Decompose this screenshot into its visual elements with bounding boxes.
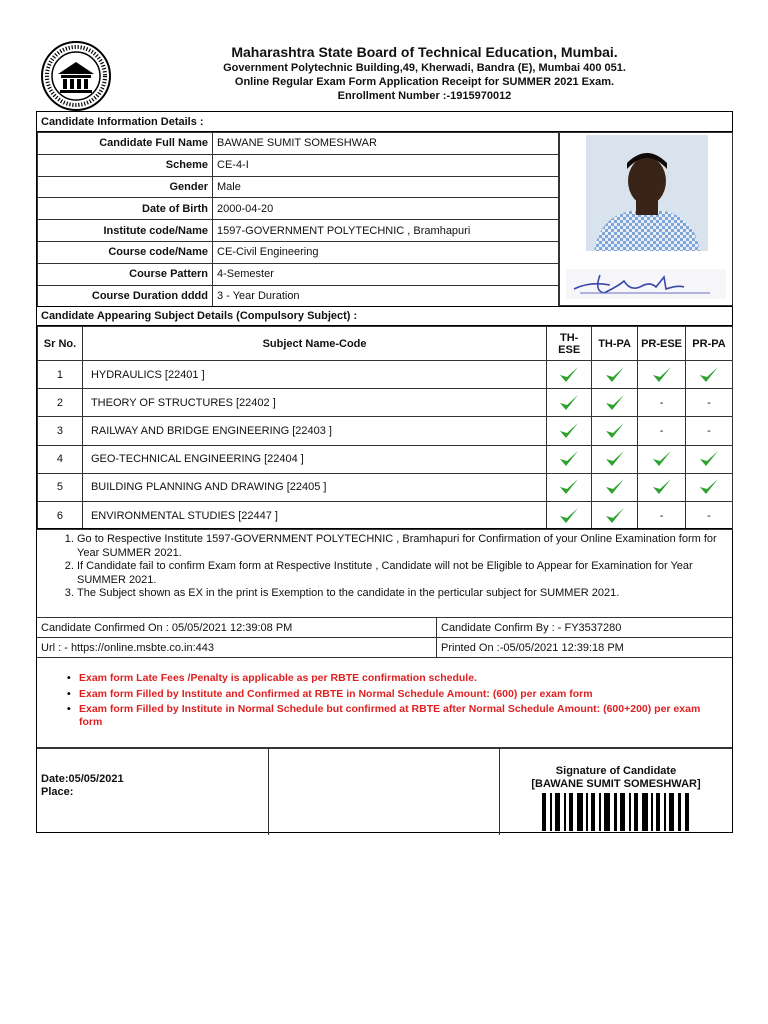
subject-sr-no: 4 xyxy=(38,445,83,473)
pr-pa-cell xyxy=(686,361,733,389)
check-mark-icon xyxy=(699,453,719,465)
subject-sr-no: 6 xyxy=(38,501,83,529)
signature-area xyxy=(37,747,732,833)
th-ese-cell xyxy=(547,417,592,445)
info-label: Scheme xyxy=(38,154,213,176)
check-mark-icon xyxy=(605,397,625,409)
info-value: 4-Semester xyxy=(213,263,559,285)
msbte-seal-logo xyxy=(40,40,112,112)
subject-name: RAILWAY AND BRIDGE ENGINEERING [22403 ] xyxy=(82,417,546,445)
subject-row xyxy=(38,361,733,389)
th-ese-cell xyxy=(547,473,592,501)
col-pr-ese: PR-ESE xyxy=(638,327,686,361)
subjects-table xyxy=(37,326,733,530)
board-name: Maharashtra State Board of Technical Education, Mumbai. xyxy=(231,44,618,60)
pr-ese-cell: - xyxy=(638,417,686,445)
subject-sr-no: 3 xyxy=(38,417,83,445)
check-mark-icon xyxy=(559,481,579,493)
info-row xyxy=(38,154,559,176)
col-th-ese: TH- ESE xyxy=(547,327,592,361)
info-label: Course Duration dddd xyxy=(38,285,213,307)
info-row xyxy=(38,263,559,285)
info-label: Course Pattern xyxy=(38,263,213,285)
check-mark-icon xyxy=(605,453,625,465)
check-mark-icon xyxy=(699,369,719,381)
pr-ese-cell: - xyxy=(638,389,686,417)
instructions xyxy=(37,528,732,612)
info-value: BAWANE SUMIT SOMESHWAR xyxy=(213,133,559,155)
th-pa-cell xyxy=(592,445,638,473)
pr-pa-cell: - xyxy=(686,389,733,417)
th-pa-cell xyxy=(592,361,638,389)
pr-ese-cell xyxy=(638,445,686,473)
subject-name: ENVIRONMENTAL STUDIES [22447 ] xyxy=(82,501,546,529)
subject-name: HYDRAULICS [22401 ] xyxy=(82,361,546,389)
col-subject-name: Subject Name-Code xyxy=(82,327,546,361)
th-pa-cell xyxy=(592,389,638,417)
subject-rows xyxy=(38,361,733,530)
candidate-info-title: Candidate Information Details : xyxy=(37,112,732,132)
info-value: Male xyxy=(213,176,559,198)
pr-pa-cell xyxy=(686,445,733,473)
col-pr-pa: PR-PA xyxy=(686,327,733,361)
check-mark-icon xyxy=(559,369,579,381)
pr-ese-cell: - xyxy=(638,501,686,529)
info-label: Course code/Name xyxy=(38,241,213,263)
info-label: Institute code/Name xyxy=(38,220,213,242)
check-mark-icon xyxy=(559,397,579,409)
check-mark-icon xyxy=(652,369,672,381)
info-label: Gender xyxy=(38,176,213,198)
barcode-icon xyxy=(540,793,692,831)
th-pa-cell xyxy=(592,501,638,529)
check-mark-icon xyxy=(559,509,579,521)
portal-url: Url : - https://online.msbte.co.in:443 xyxy=(37,638,437,658)
confirmation-row xyxy=(37,617,732,637)
th-pa-cell xyxy=(592,417,638,445)
confirmed-by: Candidate Confirm By : - FY3537280 xyxy=(441,622,622,634)
url-row xyxy=(37,637,732,657)
pr-pa-cell xyxy=(686,473,733,501)
th-ese-cell xyxy=(547,389,592,417)
subject-sr-no: 5 xyxy=(38,473,83,501)
info-row xyxy=(38,176,559,198)
subjects-title: Candidate Appearing Subject Details (Compulsory Subject) : xyxy=(37,306,732,326)
th-pa-cell xyxy=(592,473,638,501)
check-mark-icon xyxy=(559,425,579,437)
info-row xyxy=(38,133,559,155)
subject-row xyxy=(38,473,733,501)
subject-name: BUILDING PLANNING AND DRAWING [22405 ] xyxy=(82,473,546,501)
fee-notices xyxy=(37,657,732,747)
fee-notice: • Exam form Filled by Institute and Confirmed at RBTE in Normal Schedule Amount: (600) per exam form xyxy=(79,688,712,701)
printed-on: Printed On :-05/05/2021 12:39:18 PM xyxy=(441,642,624,654)
info-row xyxy=(38,285,559,307)
subject-name: THEORY OF STRUCTURES [22402 ] xyxy=(82,389,546,417)
date-place-block xyxy=(37,749,269,835)
signature-label: Signature of Candidate xyxy=(555,765,677,777)
signature-block xyxy=(500,749,732,835)
confirmed-on: Candidate Confirmed On : 05/05/2021 12:39:08 PM xyxy=(37,618,437,638)
pr-pa-cell: - xyxy=(686,417,733,445)
instruction-item: 1. Go to Respective Institute 1597-GOVERNMENT POLYTECHNIC , Bramhapuri for Confirmation of your Online Examination form for Year SUMMER 2021. xyxy=(77,533,722,560)
check-mark-icon xyxy=(652,481,672,493)
check-mark-icon xyxy=(605,369,625,381)
subject-row xyxy=(38,389,733,417)
subject-sr-no: 1 xyxy=(38,361,83,389)
subject-row xyxy=(38,417,733,445)
receipt-title: Online Regular Exam Form Application Receipt for SUMMER 2021 Exam. xyxy=(234,76,615,88)
instruction-item: 3. The Subject shown as EX in the print is Exemption to the candidate in the perticular subject for SUMMER 2021. xyxy=(77,587,722,601)
info-value: 3 - Year Duration xyxy=(213,285,559,307)
th-ese-cell xyxy=(547,445,592,473)
candidate-signature-image xyxy=(560,263,732,303)
signature-name: [BAWANE SUMIT SOMESHWAR] xyxy=(531,778,701,790)
receipt-frame xyxy=(36,111,733,833)
subjects-header-row xyxy=(38,327,733,361)
enrollment-number: Enrollment Number :-1915970012 xyxy=(337,90,512,102)
th-ese-cell xyxy=(547,361,592,389)
info-label: Candidate Full Name xyxy=(38,133,213,155)
info-label: Date of Birth xyxy=(38,198,213,220)
date-label: Date:05/05/2021 xyxy=(41,773,124,785)
check-mark-icon xyxy=(605,481,625,493)
info-value: CE-Civil Engineering xyxy=(213,241,559,263)
th-ese-cell xyxy=(547,501,592,529)
subject-name: GEO-TECHNICAL ENGINEERING [22404 ] xyxy=(82,445,546,473)
pr-pa-cell: - xyxy=(686,501,733,529)
fee-notice: • Exam form Filled by Institute in Normal Schedule but confirmed at RBTE after Normal Schedule Amount: (600+200) per exam form xyxy=(79,703,712,728)
col-th-pa: TH-PA xyxy=(592,327,638,361)
instruction-item: 2. If Candidate fail to confirm Exam form at Respective Institute , Candidate will not be Eligible to Appear for Examination for Year SUMMER 2021. xyxy=(77,560,722,587)
subject-sr-no: 2 xyxy=(38,389,83,417)
check-mark-icon xyxy=(605,425,625,437)
pr-ese-cell xyxy=(638,361,686,389)
pr-ese-cell xyxy=(638,473,686,501)
check-mark-icon xyxy=(652,453,672,465)
info-value: 1597-GOVERNMENT POLYTECHNIC , Bramhapuri xyxy=(213,220,559,242)
candidate-photo-box xyxy=(559,132,733,306)
check-mark-icon xyxy=(559,453,579,465)
info-value: 2000-04-20 xyxy=(213,198,559,220)
info-row xyxy=(38,198,559,220)
info-row xyxy=(38,241,559,263)
receipt-header xyxy=(36,38,733,110)
info-row xyxy=(38,220,559,242)
check-mark-icon xyxy=(605,509,625,521)
blank-cell xyxy=(269,749,500,835)
subject-row xyxy=(38,445,733,473)
info-value: CE-4-I xyxy=(213,154,559,176)
check-mark-icon xyxy=(699,481,719,493)
subject-row xyxy=(38,501,733,529)
board-address: Government Polytechnic Building,49, Kherwadi, Bandra (E), Mumbai 400 051. xyxy=(223,62,626,74)
col-sr-no: Sr No. xyxy=(38,327,83,361)
place-label: Place: xyxy=(41,786,74,798)
fee-notice: • Exam form Late Fees /Penalty is applicable as per RBTE confirmation schedule. xyxy=(79,672,712,685)
candidate-info-table xyxy=(37,132,559,307)
